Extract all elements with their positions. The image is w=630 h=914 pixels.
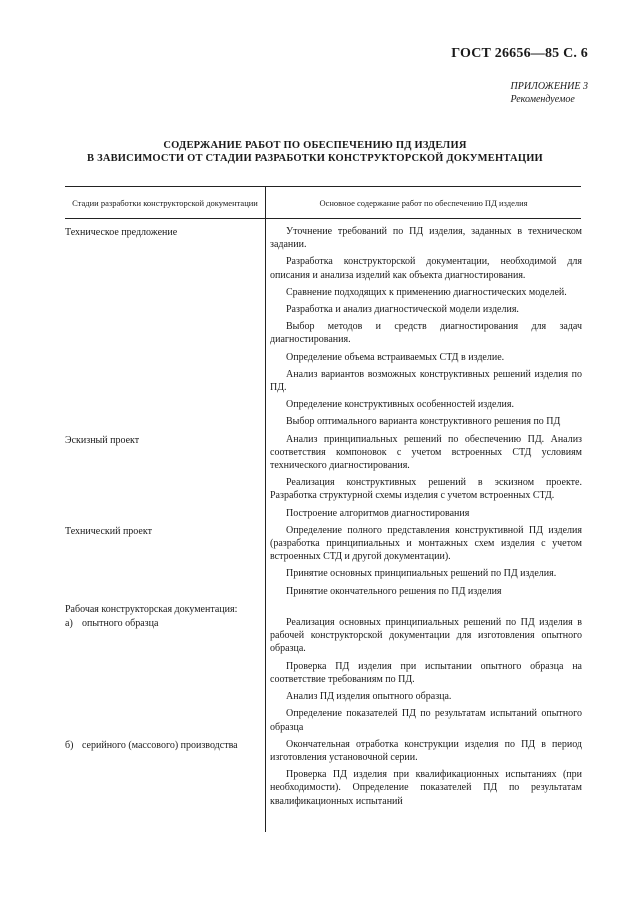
content-cell <box>266 524 582 602</box>
content-item: Определение показателей ПД по результатам испытаний опытного образца <box>270 708 582 733</box>
content-item: Разработка и анализ диагностической модели изделия. <box>286 304 519 316</box>
content-cell <box>266 602 582 616</box>
content-item: Определение полного представления конструктивной ПД изделия (разработка принципиальных и монтажных схем изделия с учетом встроенных СТД и другой документации). <box>270 524 582 563</box>
table-row <box>65 225 581 433</box>
content-item: Окончательная отработка конструкции изделия по ПД в период изготовления установочной серии. <box>270 738 582 763</box>
stage-name: Техническое предложение <box>65 227 178 238</box>
header-stages: Стадии разработки конструкторской документации <box>72 197 258 208</box>
stage-prefix: б) <box>65 739 74 751</box>
table-row <box>65 602 581 616</box>
content-item: Построение алгоритмов диагностирования <box>286 507 470 519</box>
table-body <box>65 219 581 812</box>
title-line-1: СОДЕРЖАНИЕ РАБОТ ПО ОБЕСПЕЧЕНИЮ ПД ИЗДЕЛИЯ <box>163 140 467 151</box>
content-item: Проверка ПД изделия при квалификационных испытаниях (при необходимости). Определение показателей ПД по результатам квалификационных испытаний <box>270 769 582 807</box>
content-item: Проверка ПД изделия при испытании опытного образца на соответствие требованиям по ПД. <box>270 660 582 685</box>
content-item: Принятие основных принципиальных решений по ПД изделия. <box>286 568 557 580</box>
content-cell <box>266 616 582 738</box>
content-item: Анализ принципиальных решений по обеспечению ПД. Анализ соответствия компоновок с учетом встроенных СТД условиям технического диагностирования. <box>270 433 582 472</box>
content-item: Определение объема встраиваемых СТД в изделие. <box>286 351 505 363</box>
content-item: Сравнение подходящих к применению диагностических моделей. <box>286 286 567 298</box>
content-cell <box>266 738 582 812</box>
appendix-status: Рекомендуемое <box>510 94 575 105</box>
page-title <box>40 139 590 165</box>
content-item: Выбор оптимального варианта конструктивного решения по ПД <box>286 416 561 428</box>
content-item: Принятие окончательного решения по ПД изделия <box>286 585 502 597</box>
content-item: Реализация конструктивных решений в эскизном проекте. Разработка структурной схемы изделия с учетом встроенных СТД. <box>270 477 582 502</box>
stage-cell <box>65 524 265 602</box>
content-item: Реализация основных принципиальных решений по ПД изделия в рабочей конструкторской документации для изготовления опытного образца. <box>270 617 582 655</box>
content-item: Разработка конструкторской документации, необходимой для описания и анализа изделий как объекта диагностирования. <box>270 256 582 281</box>
table-row <box>65 433 581 524</box>
content-item: Анализ ПД изделия опытного образца. <box>286 691 452 703</box>
standard-number: ГОСТ 26656—85 С. 6 <box>451 46 588 61</box>
table-row <box>65 524 581 602</box>
stage-cell <box>65 616 265 738</box>
content-item: Выбор методов и средств диагностирования для задач диагностирования. <box>270 321 582 346</box>
content-cell <box>266 225 582 433</box>
stage-name: Рабочая конструкторская документация: <box>65 603 238 615</box>
stage-name: Технический проект <box>65 525 152 537</box>
content-item: Определение конструктивных особенностей изделия. <box>286 399 514 411</box>
stage-name: серийного (массового) производства <box>82 739 238 751</box>
stage-cell <box>65 225 265 433</box>
stage-cell <box>65 738 265 812</box>
table-row <box>65 738 581 812</box>
table-row <box>65 616 581 738</box>
stage-cell <box>65 602 265 616</box>
content-cell <box>266 433 582 524</box>
title-line-2: В ЗАВИСИМОСТИ ОТ СТАДИИ РАЗРАБОТКИ КОНСТРУКТОРСКОЙ ДОКУМЕНТАЦИИ <box>87 153 543 164</box>
stage-cell <box>65 433 265 524</box>
appendix-label <box>511 80 589 106</box>
table-header <box>65 186 581 219</box>
content-item: Уточнение требований по ПД изделия, заданных в техническом задании. <box>270 226 582 251</box>
content-item: Анализ вариантов возможных конструктивных решений изделия по ПД. <box>270 368 582 394</box>
content-table <box>65 186 581 812</box>
stage-prefix: а) <box>65 618 73 630</box>
appendix-number: ПРИЛОЖЕНИЕ 3 <box>510 81 588 92</box>
stage-name: опытного образца <box>82 618 159 630</box>
header-content: Основное содержание работ по обеспечению ПД изделия <box>319 197 528 208</box>
stage-name: Эскизный проект <box>65 434 140 446</box>
